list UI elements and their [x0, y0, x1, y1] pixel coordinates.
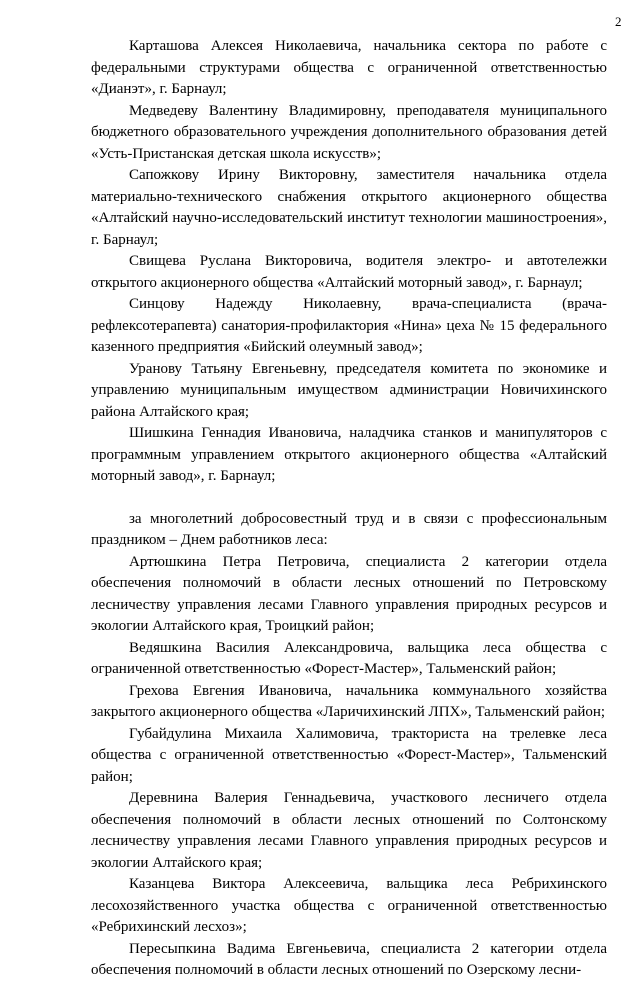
paragraph-peresypkin: Пересыпкина Вадима Евгеньевича, специалиста 2 категории отдела обеспечения полномочий в области лесных отношений по Озерскому лесни-: [91, 940, 607, 978]
paragraph-vedyashkin: Ведяшкина Василия Александровича, вальщика леса общества с ограниченной ответственностью «Форест-Мастер», Тальменский район;: [91, 639, 607, 677]
paragraph-artyushkin: Артюшкина Петра Петровича, специалиста 2 категории отдела обеспечения полномочий в области лесных отношений по Петровскому лесничеству управления лесами Главного управления природных ресурсов и экологии Алтайского края, Троицкий район;: [91, 553, 607, 634]
paragraph-grekhov: Грехова Евгения Ивановича, начальника коммунального хозяйства закрытого акционерного общества «Ларичихинский ЛПХ», Тальменский район;: [91, 682, 607, 720]
paragraph-derevnin: Деревнина Валерия Геннадьевича, участкового лесничего отдела обеспечения полномочий в области лесных отношений по Солтонскому лесничеству управления лесами Главного управления природных ресурсов и экологии Алтайского края;: [91, 790, 607, 871]
paragraph-kartashov: Карташова Алексея Николаевича, начальника сектора по работе с федеральными структурами общества с ограниченной ответственностью «Дианэт», г. Барнаул;: [91, 38, 607, 97]
paragraph-kazantsev: Казанцева Виктора Алексеевича, вальщика леса Ребрихинского лесохозяйственного участка общества с ограниченной ответственностью «Ребрихинский лесхоз»;: [91, 876, 607, 935]
paragraph-uranova: Уранову Татьяну Евгеньевну, председателя комитета по экономике и управлению муниципальным имуществом администрации Новичихинского района Алтайского края;: [91, 360, 607, 420]
section-intro: за многолетний добросовестный труд и в связи с профессиональным праздником – Днем работников леса:: [91, 510, 607, 548]
paragraph-sintsova: Синцову Надежду Николаевну, врача-специалиста (врача-рефлексотерапевта) санатория-профилактория «Нина» цеха № 15 федерального казенного предприятия «Бийский олеумный завод»;: [91, 296, 607, 355]
paragraph-gubaydulin: Губайдулина Михаила Халимовича, тракториста на трелевке леса общества с ограниченной ответственностью «Форест-Мастер», Тальменский район;: [91, 725, 607, 785]
page-number: 2: [615, 14, 622, 29]
paragraph-shishkin: Шишкина Геннадия Ивановича, наладчика станков и манипуляторов с программным управлением открытого акционерного общества «Алтайский моторный завод», г. Барнаул;: [91, 425, 607, 484]
document-body: [91, 36, 607, 982]
paragraph-svishchev: Свищева Руслана Викторовича, водителя электро- и автотележки открытого акционерного общества «Алтайский моторный завод», г. Барнаул;: [91, 253, 607, 291]
paragraph-sapozhkova: Сапожкову Ирину Викторовну, заместителя начальника отдела материально-технического снабжения открытого акционерного общества «Алтайский научно-исследовательский институт технологии машиностроения», г. Барнаул;: [91, 167, 607, 248]
paragraph-medvedeva: Медведеву Валентину Владимировну, преподавателя муниципального бюджетного образовательного учреждения дополнительного образования детей «Усть-Пристанская детская школа искусств»;: [91, 102, 607, 162]
